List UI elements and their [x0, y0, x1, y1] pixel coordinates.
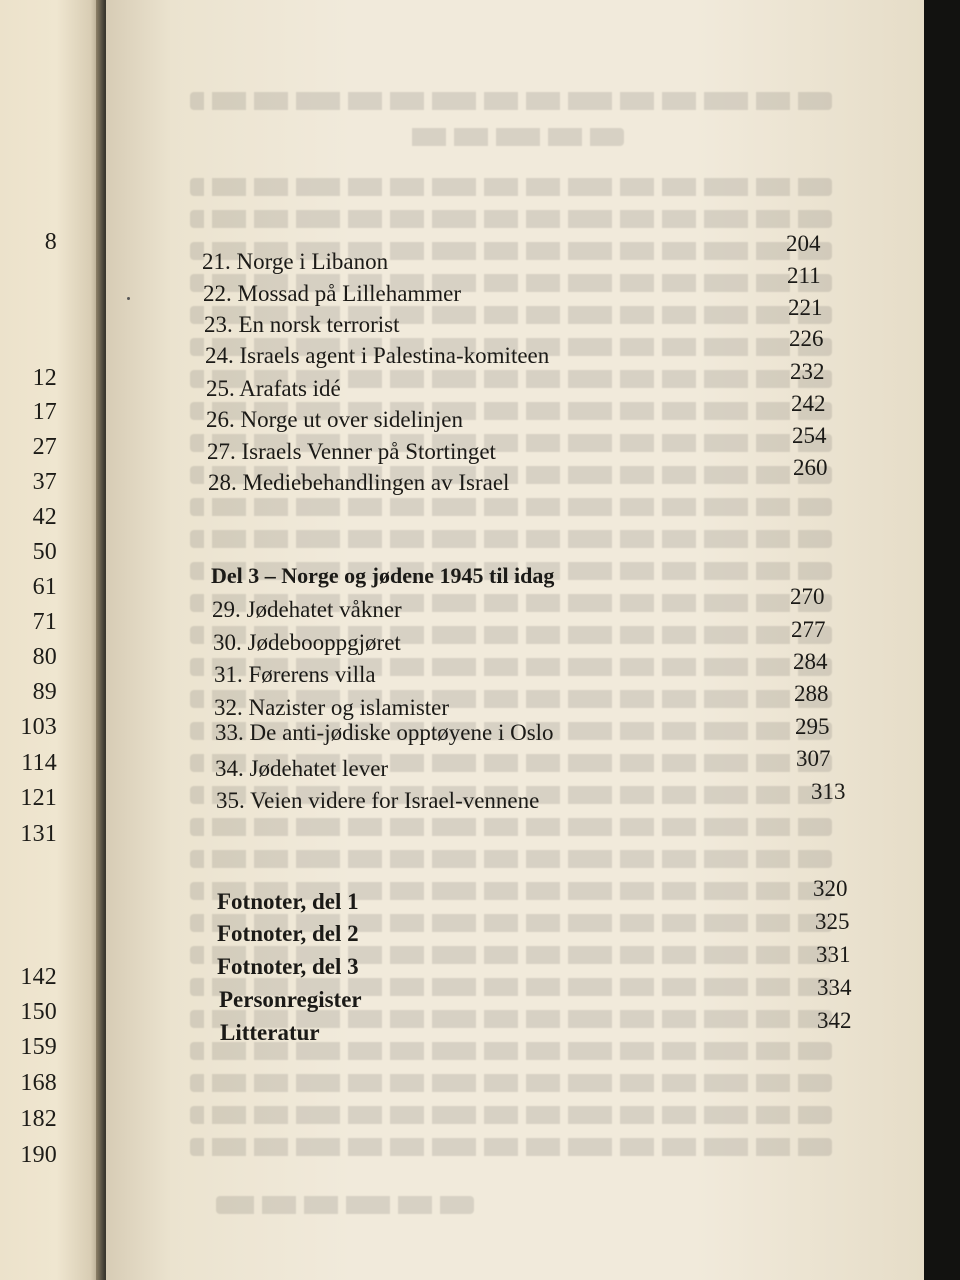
left-page-number: 121: [20, 785, 57, 811]
toc-page-number: 307: [796, 746, 831, 771]
left-page-number: 131: [20, 821, 57, 847]
left-page-number: 150: [20, 999, 57, 1025]
toc-page-number: 334: [817, 975, 852, 1000]
toc-page-number: 331: [816, 942, 851, 967]
toc-entry-title: 24. Israels agent i Palestina-komiteen: [205, 343, 550, 368]
left-page-number: 50: [32, 539, 57, 565]
toc-entry-title: 22. Mossad på Lillehammer: [203, 281, 462, 306]
toc-page-number: 226: [789, 326, 824, 351]
toc-page-number: 204: [786, 231, 821, 256]
toc-entry-title: 31. Førerens villa: [214, 662, 376, 687]
left-page-number: 142: [20, 964, 57, 990]
toc-entry-title: 27. Israels Venner på Stortinget: [207, 439, 496, 464]
toc-page-number: 342: [817, 1008, 852, 1033]
left-page-number: 80: [32, 644, 57, 670]
toc-back-matter-title: Fotnoter, del 2: [217, 921, 359, 946]
toc-page-number: 295: [795, 714, 830, 739]
left-page-number: 71: [32, 609, 57, 635]
left-page-number: 8: [44, 229, 57, 255]
left-page-number: 42: [32, 504, 57, 530]
toc-page-number: 260: [793, 455, 828, 480]
toc-entry-title: 34. Jødehatet lever: [215, 756, 389, 781]
toc-page-number: 254: [792, 423, 827, 448]
left-page-number: 168: [20, 1070, 57, 1096]
toc-entry-title: 26. Norge ut over sidelinjen: [206, 407, 463, 432]
toc-back-matter-title: Personregister: [219, 987, 362, 1012]
toc-entry-title: 29. Jødehatet våkner: [212, 597, 402, 622]
toc-entry-title: 30. Jødebooppgjøret: [213, 630, 401, 655]
left-page-number: 37: [32, 469, 57, 495]
toc-back-matter-title: Litteratur: [220, 1020, 320, 1045]
toc-entry-title: 32. Nazister og islamister: [214, 695, 450, 720]
left-page-number: 190: [20, 1142, 57, 1168]
toc-page-number: 325: [815, 909, 850, 934]
toc-entry-title: 23. En norsk terrorist: [204, 312, 400, 337]
left-page-number: 27: [32, 434, 57, 460]
toc-back-matter-title: Fotnoter, del 3: [217, 954, 359, 979]
left-page-number: 17: [32, 399, 57, 425]
toc-page-number: 242: [791, 391, 826, 416]
toc-page-number: 284: [793, 649, 828, 674]
toc-page-number: 313: [811, 779, 846, 804]
left-page-number: 159: [20, 1034, 57, 1060]
left-page-number: 12: [32, 365, 57, 391]
toc-page-number: 277: [791, 617, 826, 642]
left-page-number: 182: [20, 1106, 57, 1132]
toc-entry-title: 33. De anti-jødiske opptøyene i Oslo: [215, 720, 554, 745]
left-page-number: 103: [20, 714, 57, 740]
toc-page-number: 232: [790, 359, 825, 384]
toc-back-matter-title: Fotnoter, del 1: [217, 889, 359, 914]
toc-entry-title: 21. Norge i Libanon: [202, 249, 389, 274]
toc-entry-title: 25. Arafats idé: [206, 376, 341, 401]
toc-page-number: 288: [794, 681, 829, 706]
toc-page-number: 211: [787, 263, 821, 288]
section-heading: Del 3 – Norge og jødene 1945 til idag: [211, 563, 555, 588]
left-page-number: 89: [32, 679, 57, 705]
left-page-number: 114: [21, 750, 57, 776]
page-mark: [127, 297, 130, 300]
left-page-number: 61: [32, 574, 57, 600]
toc-entry-title: 28. Mediebehandlingen av Israel: [208, 470, 510, 495]
toc-page-number: 270: [790, 584, 825, 609]
toc-page-number: 221: [788, 295, 823, 320]
toc-page-number: 320: [813, 876, 848, 901]
toc-entry-title: 35. Veien videre for Israel-vennene: [216, 788, 540, 813]
